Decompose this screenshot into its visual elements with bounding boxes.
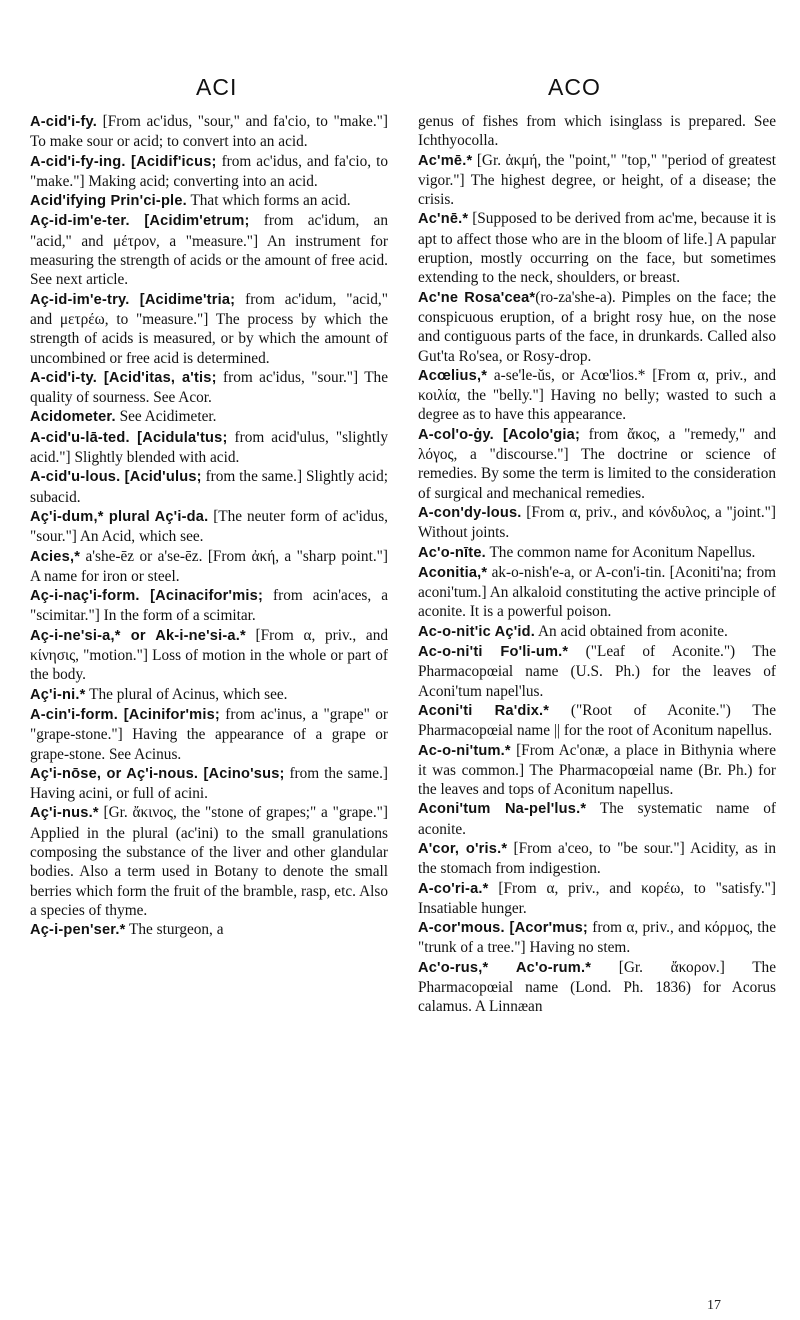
entry-definition: The common name for Aconitum Napellus.	[485, 543, 756, 561]
entry-definition: [From α, priv., and κίνησις, "motion."] Loss of motion in the whole or part of the body.	[30, 626, 388, 684]
dictionary-entry	[418, 112, 776, 151]
entry-headword: Aç-i-naç'i-form. [Acinacifor'mis;	[30, 588, 264, 605]
dictionary-entry	[30, 290, 388, 368]
entry-headword: A-cid'i-ty. [Acid'itas, a'tis;	[30, 369, 217, 386]
entry-headword: Aconi'ti Ra'dix.*	[418, 702, 550, 719]
entry-headword: Ac'o-rus,* Ac'o-rum.*	[418, 959, 592, 976]
entry-definition: from α, priv., and κόρμος, the "trunk of a tree."] Having no stem.	[418, 919, 776, 957]
entry-headword: Aconitia,*	[418, 564, 488, 581]
entry-definition: from ac'idum, "acid," and μετρέω, to "measure."] The process by which the strength of acids is measured, or by which the amount of uncombined or free acid is determined.	[30, 290, 388, 367]
entry-headword: Aconi'tum Na-pel'lus.*	[418, 801, 587, 818]
entry-definition: from ac'idus, and fa'cio, to "make."] Making acid; converting into an acid.	[30, 152, 389, 190]
dictionary-entry	[418, 366, 776, 425]
entry-headword: Ac'nē.*	[418, 211, 469, 228]
dictionary-entry	[418, 209, 776, 287]
entry-definition: from ac'inus, a "grape" or "grape-stone."] Having the appearance of a grape or grape-stone. See Acinus.	[30, 705, 388, 763]
entry-headword: Aç'i-nus.*	[30, 805, 99, 822]
entry-definition: ak-o-nish'e-a, or A-con'i-tin. [Aconiti'na; from aconi'tum.] An alkaloid constituting the active principle of aconite. It is a powerful poison.	[418, 563, 776, 621]
running-head-right: ACO	[548, 74, 601, 100]
entry-definition: [The neuter form of ac'idus, "sour."] An Acid, which see.	[30, 507, 388, 546]
dictionary-entry	[30, 547, 388, 587]
dictionary-entry	[418, 918, 776, 958]
entry-headword: A-cin'i-form. [Acinifor'mis;	[30, 706, 220, 723]
entry-headword: Ac'mē.*	[418, 152, 473, 169]
entry-definition: (ro-za'she-a). Pimples on the face; the conspicuous eruption, of a bright rosy hue, on the nose and contiguous parts of the face, in drunkards. Called also Gut'ta Ro'sea, or Rosy-drop.	[418, 288, 776, 365]
entry-definition: a-se'le-ŭs, or Acœ'lios.* [From α, priv., and κοιλία, the "belly."] Having no belly; wasted to such a degree as to have this appearance.	[418, 366, 776, 424]
dictionary-entry	[418, 741, 776, 800]
dictionary-entry	[30, 467, 388, 507]
entry-headword: A-cid'u-lous. [Acid'ulus;	[30, 469, 202, 486]
dictionary-entry	[30, 112, 388, 152]
entry-definition: See Acidimeter.	[115, 408, 217, 426]
entry-headword: Acidometer.	[30, 409, 116, 426]
entry-definition: from the same.] Slightly acid; subacid.	[30, 468, 388, 506]
entry-definition: The plural of Acinus, which see.	[85, 685, 288, 703]
dictionary-entry	[418, 958, 776, 1017]
entry-headword: Acid'ifying Prin'ci-ple.	[30, 193, 187, 210]
entry-headword: Ac-o-ni'tum.*	[418, 742, 511, 759]
dictionary-entry	[418, 425, 776, 503]
dictionary-entry	[30, 764, 388, 804]
dictionary-entry	[418, 151, 776, 210]
entry-definition: from ac'idum, an "acid," and μέτρον, a "measure."] An instrument for measuring the strength of acids or the amount of free acid. See next article.	[30, 212, 388, 289]
dictionary-entry	[30, 705, 388, 764]
running-head-left: ACI	[196, 74, 238, 100]
dictionary-entry	[30, 685, 388, 705]
entry-definition: from ac'idus, "sour."] The quality of sourness. See Acor.	[30, 368, 388, 407]
entry-headword: A-cor'mous. [Acor'mus;	[418, 920, 588, 937]
entry-headword: Ac'o-nīte.	[418, 544, 486, 561]
entry-definition: An acid obtained from aconite.	[535, 622, 728, 640]
entry-headword: Aç'i-ni.*	[30, 686, 86, 703]
dictionary-entry	[30, 211, 388, 289]
entry-definition: from acid'ulus, "slightly acid."] Slightly blended with acid.	[30, 428, 388, 467]
dictionary-entry	[30, 803, 388, 920]
entry-definition: ("Root of Aconite.") The Pharmacopœial name || for the root of Aconitum napellus.	[418, 701, 776, 740]
entry-definition: [Supposed to be derived from ac'me, because it is apt to affect those who are in the bloom of life.] A papular eruption, mostly occurring on the face, but sometimes extending to the neck, shoulders, or breast.	[418, 210, 776, 287]
entry-definition: from ἄκος, a "remedy," and λόγος, a "discourse."] The doctrine or science of remedies. By some the term is limited to the consideration of surgical and mechanical remedies.	[418, 425, 776, 502]
entry-headword: Aç-i-ne'si-a,* or Ak-i-ne'si-a.*	[30, 627, 246, 644]
page-header	[0, 26, 800, 100]
dictionary-entry	[418, 879, 776, 919]
entry-definition: [Gr. ἀκμή, the "point," "top," "period of greatest vigor."] The highest degree, or height, of a disease; the crisis.	[418, 151, 776, 209]
entry-headword: Acœlius,*	[418, 367, 488, 384]
entry-headword: Aç-id-im'e-ter. [Acidim'etrum;	[30, 213, 250, 230]
dictionary-entry	[418, 563, 776, 622]
dictionary-entry	[30, 920, 388, 940]
entry-definition: a'she-ēz or a'se-ēz. [From ἀκή, a "sharp point."] A name for iron or steel.	[30, 547, 388, 585]
entry-headword: A-cid'i-fy.	[30, 114, 98, 130]
dictionary-entry	[418, 288, 776, 366]
dictionary-entry	[418, 839, 776, 879]
entry-headword: A'cor, o'ris.*	[418, 840, 508, 857]
entry-definition: genus of fishes from which isinglass is prepared. See Ichthyocolla.	[418, 113, 776, 150]
entry-definition: ("Leaf of Aconite.") The Pharmacopœial name (U.S. Ph.) for the leaves of Aconi'tum napel'lus.	[418, 643, 776, 700]
entry-headword: Ac-o-ni'ti Fo'li-um.*	[418, 644, 569, 661]
entry-headword: A-con'dy-lous.	[418, 504, 522, 521]
dictionary-entry	[30, 626, 388, 685]
entry-definition: [From ac'idus, "sour," and fa'cio, to "make."] To make sour or acid; to convert into an acid.	[30, 113, 388, 151]
entry-definition: That which forms an acid.	[186, 192, 351, 210]
entry-headword: Ac-o-nit'ic Aç'id.	[418, 623, 536, 640]
entry-headword: Aç'i-dum,* plural Aç'i-da.	[30, 508, 209, 525]
entry-definition: The sturgeon, a	[125, 921, 224, 939]
dictionary-entry	[30, 152, 388, 192]
entry-headword: A-cid'u-lā-ted. [Acidula'tus;	[30, 429, 228, 446]
dictionary-entry	[418, 503, 776, 543]
dictionary-entry	[418, 543, 776, 563]
entry-definition: The systematic name of aconite.	[418, 800, 776, 838]
dictionary-entry	[418, 799, 776, 839]
entry-headword: Ac'ne Rosa'cea*	[418, 289, 536, 306]
left-column	[30, 112, 388, 940]
dictionary-entry	[30, 586, 388, 626]
entry-definition: [Gr. ἄκινος, the "stone of grapes;" a "grape."] Applied in the plural (ac'ini) to the small granulations composing the substance of the liver and other glandular bodies. Also a term used in Botany to denote the small berries which form the fruit of the bramble, rasp, etc. Also a species of thyme.	[30, 804, 388, 919]
dictionary-entry	[30, 368, 388, 408]
right-column	[418, 112, 776, 1017]
entry-headword: Aç'i-nōse, or Aç'i-nous. [Acino'sus;	[30, 765, 285, 782]
page-signature: 17	[707, 1298, 721, 1313]
entry-headword: Aç-i-pen'ser.*	[30, 922, 126, 939]
dictionary-entry	[418, 701, 776, 741]
dictionary-entry	[30, 407, 388, 427]
entry-definition: [From α, priv., and κορέω, to "satisfy."] Insatiable hunger.	[418, 879, 776, 917]
entry-headword: Aç-id-im'e-try. [Acidime'tria;	[30, 291, 236, 308]
dictionary-entry	[30, 191, 388, 211]
dictionary-entry	[30, 428, 388, 468]
dictionary-entry	[418, 642, 776, 701]
entry-headword: Acies,*	[30, 548, 81, 565]
entry-definition: [Gr. ἄκορον.] The Pharmacopœial name (Lond. Ph. 1836) for Acorus calamus. A Linnæan	[418, 958, 776, 1016]
dictionary-entry	[418, 622, 776, 642]
entry-headword: A-cid'i-fy-ing. [Acidif'icus;	[30, 153, 217, 170]
entry-definition: from the same.] Having acini, or full of acini.	[30, 764, 388, 803]
entry-definition: from acin'aces, a "scimitar."] In the form of a scimitar.	[30, 587, 388, 625]
entry-headword: A-col'o-ġy. [Acolo'gia;	[418, 426, 581, 443]
entry-headword: A-co'ri-a.*	[418, 880, 489, 897]
dictionary-entry	[30, 507, 388, 547]
entry-definition: [From a'ceo, to "be sour."] Acidity, as in the stomach from indigestion.	[418, 839, 777, 878]
entry-definition: [From α, priv., and κόνδυλος, a "joint."] Without joints.	[418, 503, 776, 542]
entry-definition: [From Ac'onæ, a place in Bithynia where it was common.] The Pharmacopœial name (Br. Ph.) for the leaves and tops of Aconitum napellus.	[418, 741, 776, 799]
